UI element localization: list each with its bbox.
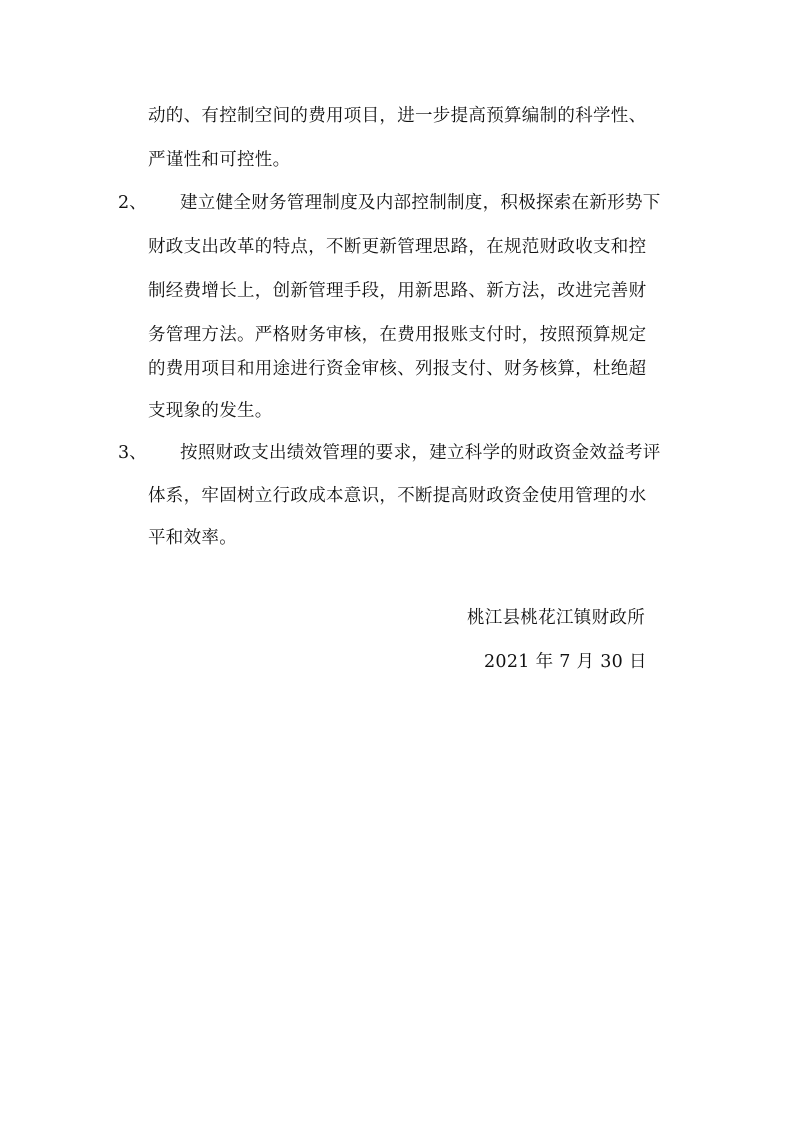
item-line: 务管理方法。严格财务审核，在费用报账支付时，按照预算规定 bbox=[148, 325, 647, 345]
item-line: 按照财政支出绩效管理的要求，建立科学的财政资金效益考评 bbox=[180, 443, 661, 463]
signature-organization: 桃江县桃花江镇财政所 bbox=[467, 608, 645, 628]
signature-date: 2021 年 7 月 30 日 bbox=[484, 652, 647, 672]
item-line: 平和效率。 bbox=[148, 528, 237, 548]
item-line: 制经费增长上，创新管理手段，用新思路、新方法，改进完善财 bbox=[148, 281, 647, 301]
item-line: 支现象的发生。 bbox=[148, 401, 273, 421]
item-number: 3、 bbox=[118, 443, 147, 463]
continuation-line: 动的、有控制空间的费用项目，进一步提高预算编制的科学性、 bbox=[148, 106, 647, 126]
continuation-line: 严谨性和可控性。 bbox=[148, 150, 291, 170]
item-line: 财政支出改革的特点，不断更新管理思路，在规范财政收支和控 bbox=[148, 237, 647, 257]
item-line: 建立健全财务管理制度及内部控制制度，积极探索在新形势下 bbox=[180, 193, 661, 213]
item-line: 体系，牢固树立行政成本意识，不断提高财政资金使用管理的水 bbox=[148, 486, 647, 506]
item-line: 的费用项目和用途进行资金审核、列报支付、财务核算，杜绝超 bbox=[148, 359, 647, 379]
item-number: 2、 bbox=[118, 193, 147, 213]
